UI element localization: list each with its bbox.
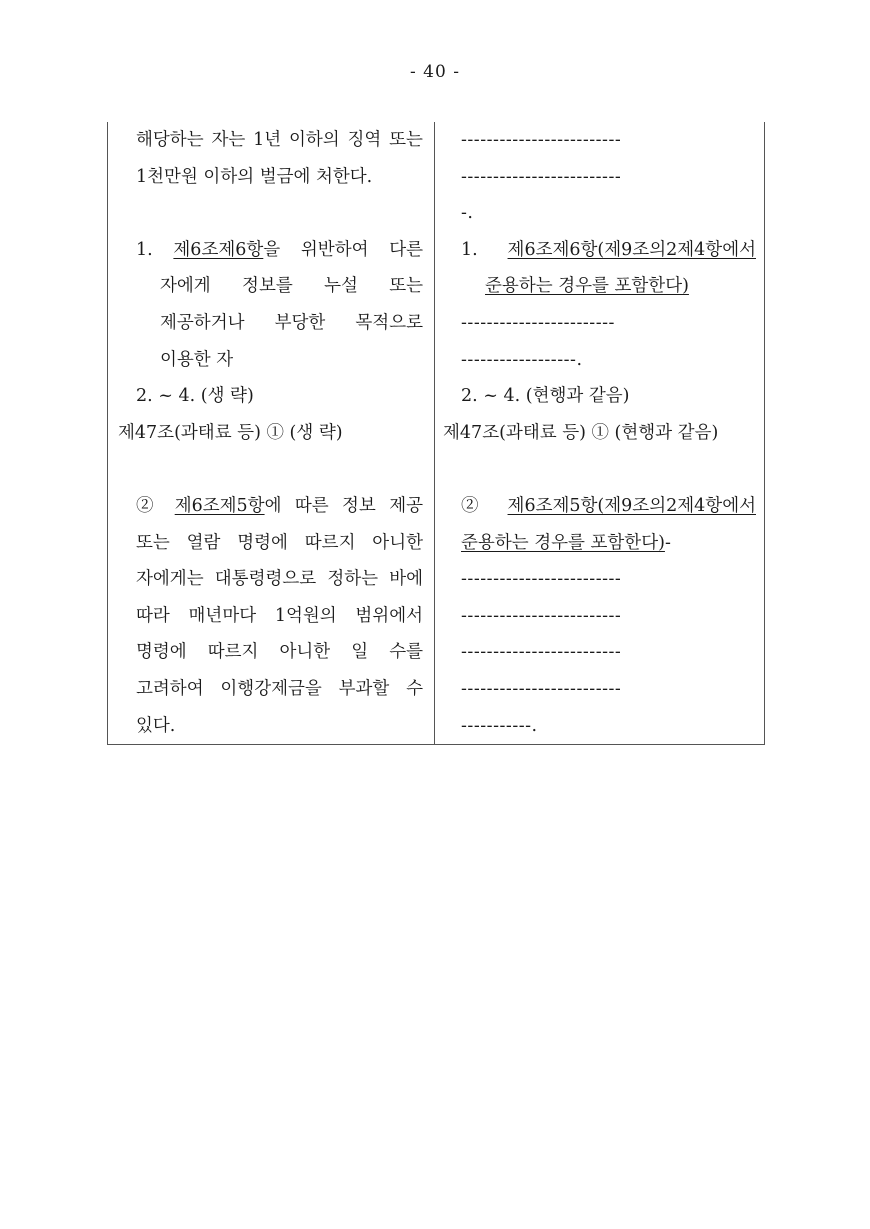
circled-number: ② xyxy=(461,495,491,516)
comparison-table xyxy=(107,122,765,745)
current-law-cell xyxy=(108,415,433,488)
underlined-reference: 제6조제5항(제9조의2제4항에서 준용하는 경우를 포함한다) xyxy=(461,495,756,553)
amendment-cell xyxy=(433,415,764,488)
underlined-reference: 제6조제6항 xyxy=(173,239,264,260)
items-2-4-amended: 2. ~ 4. (현행과 같음) xyxy=(461,386,630,407)
omission-dashes: ------------------------- xyxy=(461,642,622,663)
omission-dashes: ------------------------ xyxy=(461,312,615,333)
amendment-cell xyxy=(433,232,764,378)
paragraph-2-current xyxy=(136,488,423,744)
amendment-cell xyxy=(433,378,764,415)
omission-dashes: ------------------------- xyxy=(461,605,622,626)
circled-number: ② xyxy=(136,495,162,516)
omission-dashes: ------------------------- xyxy=(461,569,622,590)
table-row xyxy=(108,232,764,378)
item-1-current xyxy=(108,232,423,378)
article-47-current: 제47조(과태료 등) ① (생 략) xyxy=(118,422,343,443)
current-law-cell xyxy=(108,122,433,232)
omission-dashes: ------------------------- xyxy=(461,678,622,699)
underlined-reference: 제6조제6항(제9조의2제4항에서 준용하는 경우를 포함한다) xyxy=(485,239,756,297)
current-law-cell xyxy=(108,232,433,378)
item-number: 1. xyxy=(461,239,478,260)
item-number: 1. xyxy=(136,239,153,260)
omission-dashes: -----------. xyxy=(461,715,538,736)
paragraph-2-amended xyxy=(461,488,756,561)
table-row xyxy=(108,488,764,744)
table-row xyxy=(108,378,764,415)
current-law-cell xyxy=(108,378,433,415)
table-row xyxy=(108,415,764,488)
paragraph-text: 에 따른 정보 제공 또는 열람 명령에 따르지 아니한 자에게는 대통령령으로 정하는 바에 따라 매년마다 1억원의 범위에서 명령에 따르지 아니한 일 수를 고려하여 이행강제금을 부과할 수 있다. xyxy=(136,495,424,736)
omission-dashes: ------------------. xyxy=(461,349,583,370)
current-law-cell xyxy=(108,488,433,744)
underlined-reference: 제6조제5항 xyxy=(174,495,265,516)
table-row xyxy=(108,122,764,232)
item-1-amended xyxy=(433,232,756,378)
omission-dash: - xyxy=(664,532,671,553)
omission-dashes: ------------------------- xyxy=(460,166,622,187)
omission-dashes: -. xyxy=(460,203,474,224)
penalty-clause-text: 해당하는 자는 1년 이하의 징역 또는 1천만원 이하의 벌금에 처한다. xyxy=(136,130,423,187)
omission-dashes: ------------------------- xyxy=(460,130,622,150)
items-2-4-current: 2. ~ 4. (생 략) xyxy=(136,386,254,407)
item-text: 을 위반하여 다른 자에게 정보를 누설 또는 제공하거나 부당한 목적으로 이용한 자 xyxy=(160,239,424,370)
page-number: - 40 - xyxy=(410,62,460,82)
article-47-amended: 제47조(과태료 등) ① (현행과 같음) xyxy=(443,422,719,443)
amendment-cell xyxy=(433,122,764,232)
amendment-cell xyxy=(433,488,764,744)
